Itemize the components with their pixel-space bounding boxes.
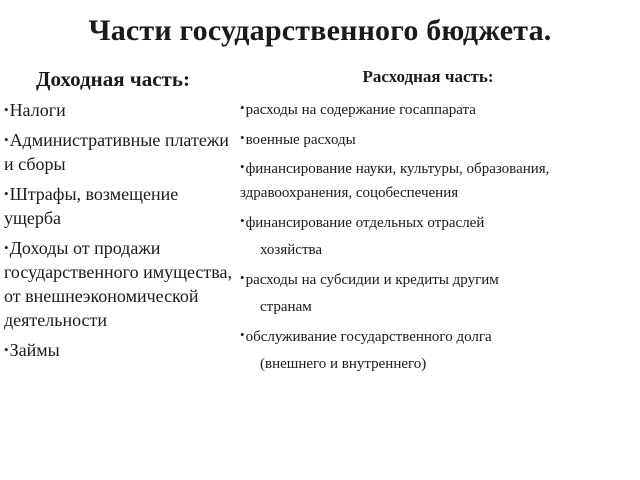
bullet-icon: • [240, 270, 245, 285]
bullet-icon: • [240, 327, 245, 342]
list-item [4, 128, 232, 176]
page-title: Части государственного бюджета. [88, 14, 552, 47]
list-item [240, 124, 636, 154]
expense-heading: Расходная часть: [362, 67, 494, 86]
expense-column [240, 66, 636, 378]
list-item-text: расходы на содержание госаппарата [245, 102, 476, 118]
list-item-text: Доходы от продажи государственного имущества, от внешнеэкономической деятельности [4, 238, 233, 330]
bullet-icon: • [4, 240, 9, 255]
income-heading: Доходная часть: [36, 67, 190, 91]
list-item-text: Налоги [9, 100, 66, 120]
list-item-continuation: странам [260, 299, 312, 315]
list-item [4, 98, 232, 122]
list-item-text: Займы [9, 340, 60, 360]
list-item-text: военные расходы [245, 132, 356, 148]
list-item [4, 182, 232, 230]
bullet-icon: • [4, 132, 9, 147]
list-item-text: финансирование науки, культуры, образования, здравоохранения, соцобеспечения [240, 161, 550, 201]
list-item [240, 94, 636, 124]
list-item-text: финансирование отдельных отраслей [245, 215, 485, 231]
bullet-icon: • [240, 100, 245, 115]
list-item [240, 321, 636, 378]
bullet-icon: • [4, 342, 9, 357]
list-item-text: расходы на субсидии и кредиты другим [245, 272, 499, 288]
list-item [4, 236, 232, 332]
list-item-text: обслуживание государственного долга [245, 329, 492, 345]
bullet-icon: • [240, 130, 245, 145]
list-item-continuation: (внешнего и внутреннего) [260, 356, 427, 372]
bullet-icon: • [4, 102, 9, 117]
bullet-icon: • [240, 213, 245, 228]
list-item [240, 264, 636, 321]
list-item [240, 155, 636, 205]
bullet-icon: • [4, 186, 9, 201]
expense-list [240, 94, 636, 378]
list-item-continuation: хозяйства [260, 242, 323, 258]
list-item [4, 338, 232, 362]
list-item-text: Административные платежи и сборы [4, 130, 229, 174]
list-item [240, 207, 636, 264]
income-column [4, 66, 232, 368]
list-item-text: Штрафы, возмещение ущерба [4, 184, 179, 228]
income-list [4, 98, 232, 362]
bullet-icon: • [240, 159, 245, 174]
